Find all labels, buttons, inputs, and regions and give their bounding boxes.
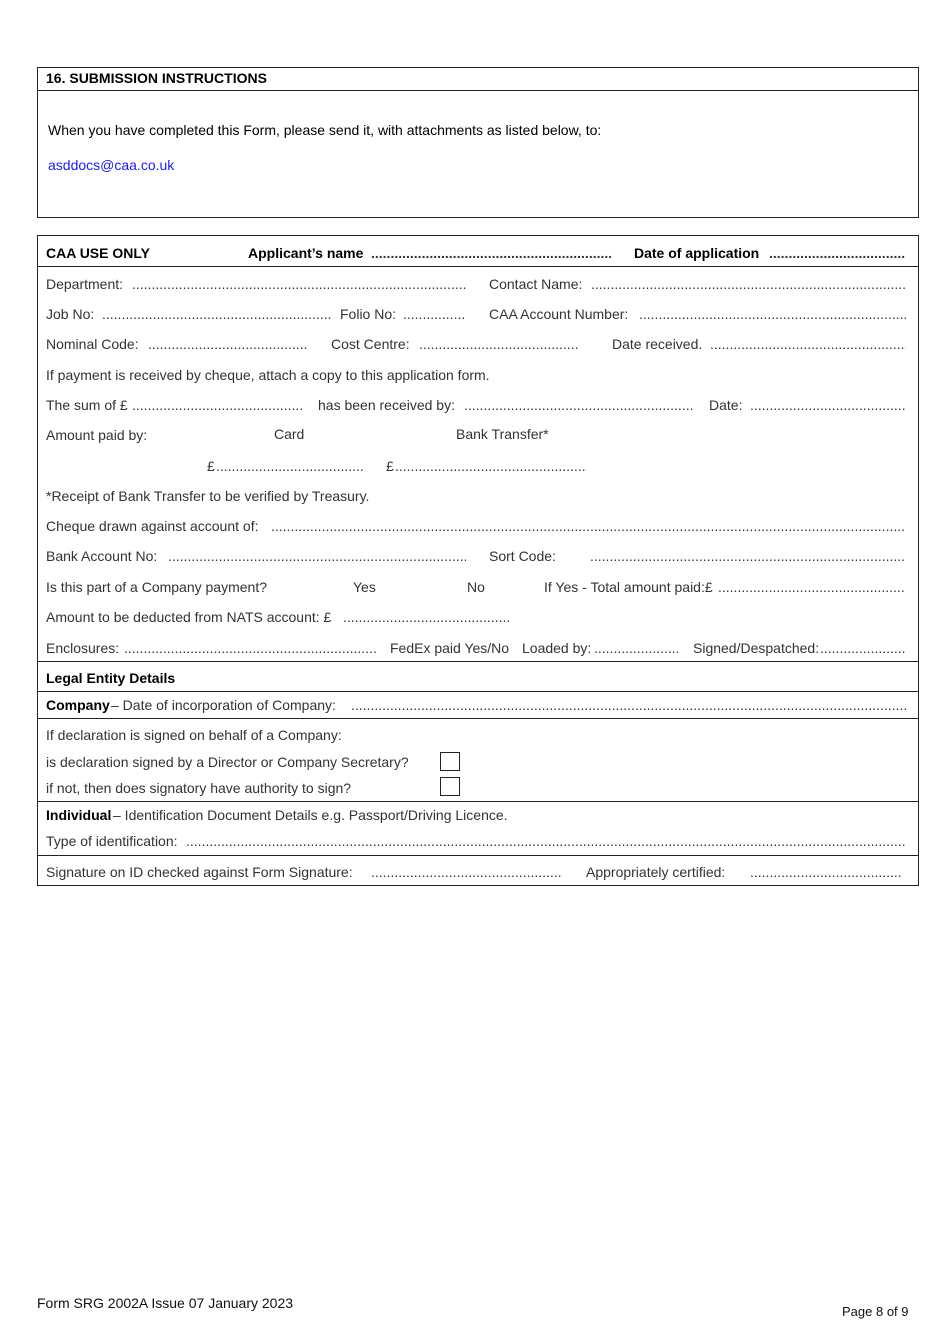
company-payment-no[interactable]: No <box>467 579 485 595</box>
declaration-behalf-text: If declaration is signed on behalf of a Company: <box>46 727 342 743</box>
page-number: Page 8 of 9 <box>842 1304 909 1319</box>
bank-account-no-field[interactable] <box>168 548 466 564</box>
legal-entity-heading: Legal Entity Details <box>46 670 176 686</box>
enclosures-field[interactable] <box>124 640 376 656</box>
date-label: Date: <box>709 397 743 413</box>
cost-centre-label: Cost Centre: <box>331 336 410 352</box>
company-label: Company <box>46 697 110 713</box>
individual-details-text: – Identification Document Details e.g. Passport/Driving Licence. <box>113 807 508 823</box>
sum-of-label: The sum of £ <box>46 397 128 413</box>
sort-code-label: Sort Code: <box>489 548 556 564</box>
submission-email-link[interactable]: asddocs@caa.co.uk <box>48 157 175 173</box>
cheque-note: If payment is received by cheque, attach a copy to this application form. <box>46 367 490 383</box>
divider <box>38 661 918 662</box>
bank-account-no-label: Bank Account No: <box>46 548 158 564</box>
divider <box>38 718 918 719</box>
date-of-application-label: Date of application <box>634 245 760 261</box>
type-of-identification-label: Type of identification: <box>46 833 178 849</box>
job-no-label: Job No: <box>46 306 95 322</box>
nominal-code-label: Nominal Code: <box>46 336 139 352</box>
individual-label: Individual <box>46 807 112 823</box>
sum-of-field[interactable] <box>132 397 304 413</box>
divider <box>38 266 918 267</box>
date-received-label: Date received. <box>612 336 703 352</box>
nats-deduct-field[interactable] <box>343 609 511 625</box>
received-by-field[interactable] <box>464 397 694 413</box>
caa-account-number-field[interactable] <box>639 306 906 322</box>
company-incorporation-field[interactable] <box>351 697 906 713</box>
authority-checkbox[interactable] <box>440 777 460 796</box>
caa-account-number-label: CAA Account Number: <box>489 306 629 322</box>
signed-despatched-label: Signed/Despatched: <box>693 640 820 656</box>
company-payment-yes[interactable]: Yes <box>353 579 376 595</box>
applicant-name-label: Applicant’s name <box>248 245 364 261</box>
transfer-pound-sign: £ <box>386 458 394 474</box>
received-by-label: has been received by: <box>318 397 455 413</box>
applicant-name-field[interactable] <box>371 245 611 261</box>
bank-transfer-note: *Receipt of Bank Transfer to be verified by Treasury. <box>46 488 370 504</box>
signed-despatched-field[interactable] <box>820 640 906 656</box>
transfer-amount-field[interactable] <box>395 458 587 474</box>
nats-deduct-label: Amount to be deducted from NATS account: £ <box>46 609 332 625</box>
company-payment-label: Is this part of a Company payment? <box>46 579 267 595</box>
cheque-drawn-label: Cheque drawn against account of: <box>46 518 259 534</box>
company-incorporation-label: – Date of incorporation of Company: <box>111 697 336 713</box>
department-field[interactable] <box>132 276 466 292</box>
divider <box>38 855 918 856</box>
sort-code-field[interactable] <box>590 548 906 564</box>
submission-instructions-section <box>37 67 919 218</box>
caa-use-only-section <box>37 235 919 886</box>
nominal-code-field[interactable] <box>148 336 308 352</box>
director-checkbox[interactable] <box>440 752 460 771</box>
total-amount-paid-field[interactable] <box>718 579 906 595</box>
card-amount-field[interactable] <box>216 458 364 474</box>
card-label: Card <box>274 426 305 442</box>
date-field[interactable] <box>750 397 906 413</box>
cost-centre-field[interactable] <box>419 336 579 352</box>
appropriately-certified-label: Appropriately certified: <box>586 864 726 880</box>
card-pound-sign: £ <box>207 458 215 474</box>
job-no-field[interactable] <box>102 306 332 322</box>
enclosures-label: Enclosures: <box>46 640 120 656</box>
department-label: Department: <box>46 276 124 292</box>
date-of-application-field[interactable] <box>769 245 906 261</box>
folio-no-label: Folio No: <box>340 306 397 322</box>
declaration-authority-text: if not, then does signatory have authority to sign? <box>46 780 352 796</box>
folio-no-field[interactable] <box>403 306 466 322</box>
divider <box>38 801 918 802</box>
bank-transfer-label: Bank Transfer* <box>456 426 549 442</box>
date-received-field[interactable] <box>710 336 906 352</box>
submission-instruction-text: When you have completed this Form, please send it, with attachments as listed below, to: <box>48 122 602 138</box>
signature-checked-field[interactable] <box>371 864 563 880</box>
cheque-drawn-field[interactable] <box>271 518 906 534</box>
caa-use-only-title: CAA USE ONLY <box>46 245 150 261</box>
amount-paid-by-label: Amount paid by: <box>46 427 148 443</box>
loaded-by-field[interactable] <box>594 640 678 656</box>
contact-name-field[interactable] <box>591 276 906 292</box>
appropriately-certified-field[interactable] <box>750 864 902 880</box>
form-reference: Form SRG 2002A Issue 07 January 2023 <box>37 1295 294 1311</box>
total-amount-paid-label: If Yes - Total amount paid:£ <box>544 579 713 595</box>
signature-checked-label: Signature on ID checked against Form Signature: <box>46 864 353 880</box>
fedex-label: FedEx paid Yes/No <box>390 640 510 656</box>
type-of-identification-field[interactable] <box>186 833 906 849</box>
loaded-by-label: Loaded by: <box>522 640 592 656</box>
section-16-heading: 16. SUBMISSION INSTRUCTIONS <box>38 68 918 91</box>
declaration-director-text: is declaration signed by a Director or Company Secretary? <box>46 754 409 770</box>
divider <box>38 691 918 692</box>
contact-name-label: Contact Name: <box>489 276 583 292</box>
